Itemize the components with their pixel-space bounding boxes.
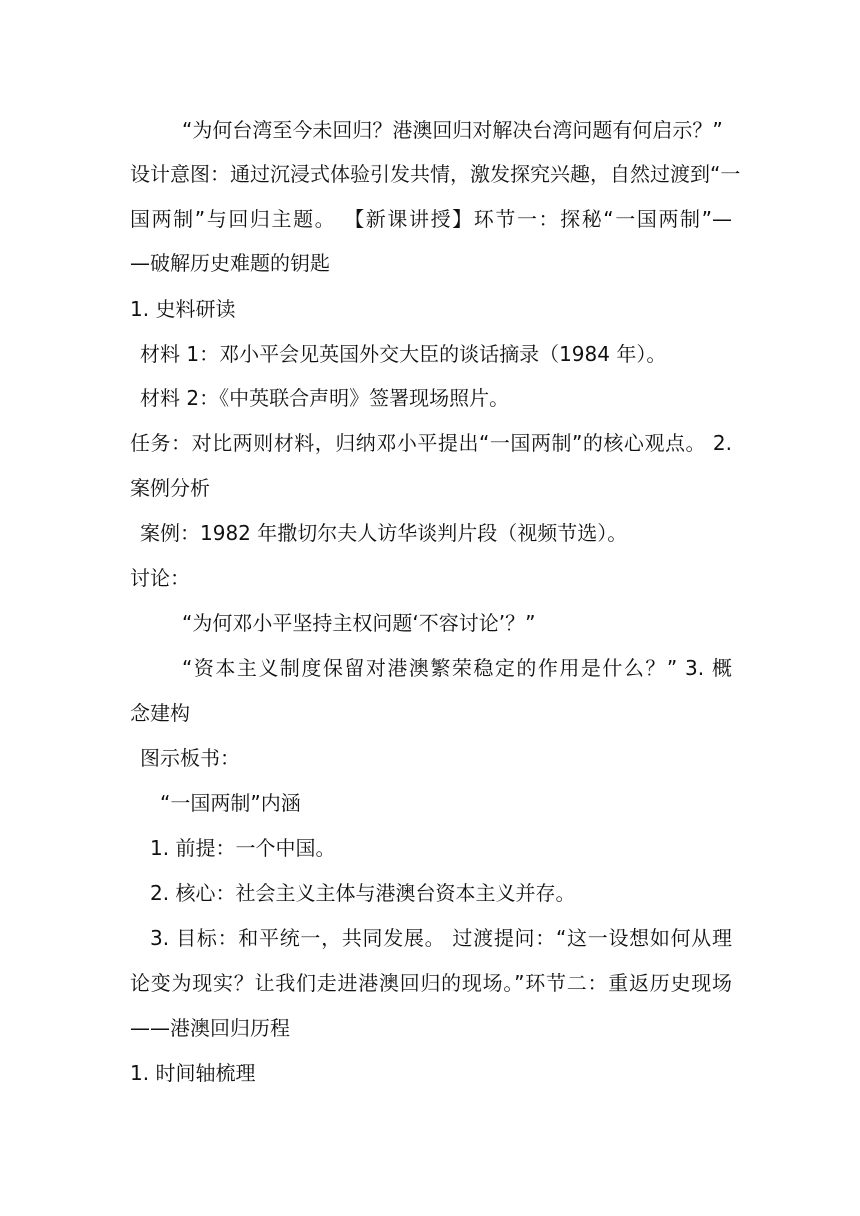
text-line-20: 论变为现实？让我们走进港澳回归的现场。”环节二：重返历史现场 [130, 971, 732, 995]
text-line-6: 材料 1：邓小平会见英国外交大臣的谈话摘录（1984 年）。 [140, 342, 667, 366]
text-line-7: 材料 2：《中英联合声明》签署现场照片。 [140, 386, 510, 410]
text-line-2: 设计意图：通过沉浸式体验引发共情，激发探究兴趣，自然过渡到“一 [130, 162, 741, 186]
text-line-3: 国两制”与回归主题。 【新课讲授】环节一：探秘“一国两制”— [130, 207, 732, 231]
text-line-8: 任务：对比两则材料，归纳邓小平提出“一国两制”的核心观点。 2. [130, 431, 732, 455]
text-line-18: 2. 核心：社会主义主体与港澳台资本主义并存。 [150, 881, 576, 905]
text-line-1: “为何台湾至今未回归？港澳回归对解决台湾问题有何启示？” [182, 118, 723, 142]
text-line-9: 案例分析 [130, 476, 210, 500]
text-line-15: 图示板书： [140, 746, 240, 770]
text-line-12: “为何邓小平坚持主权问题‘不容讨论’？” [182, 611, 536, 635]
text-line-13: “资本主义制度保留对港澳繁荣稳定的作用是什么？” 3. 概 [182, 656, 732, 680]
text-line-4: —破解历史难题的钥匙 [130, 251, 330, 275]
text-line-22: 1. 时间轴梳理 [130, 1061, 256, 1085]
text-line-5: 1. 史料研读 [130, 297, 236, 321]
text-line-19: 3. 目标：和平统一，共同发展。 过渡提问：“这一设想如何从理 [150, 926, 732, 950]
text-line-10: 案例：1982 年撒切尔夫人访华谈判片段（视频节选）。 [140, 521, 628, 545]
text-line-17: 1. 前提：一个中国。 [150, 836, 336, 860]
text-line-21: ——港澳回归历程 [130, 1016, 290, 1040]
text-line-16: “一国两制”内涵 [160, 791, 301, 815]
text-line-14: 念建构 [130, 701, 190, 725]
text-line-11: 讨论： [130, 566, 190, 590]
